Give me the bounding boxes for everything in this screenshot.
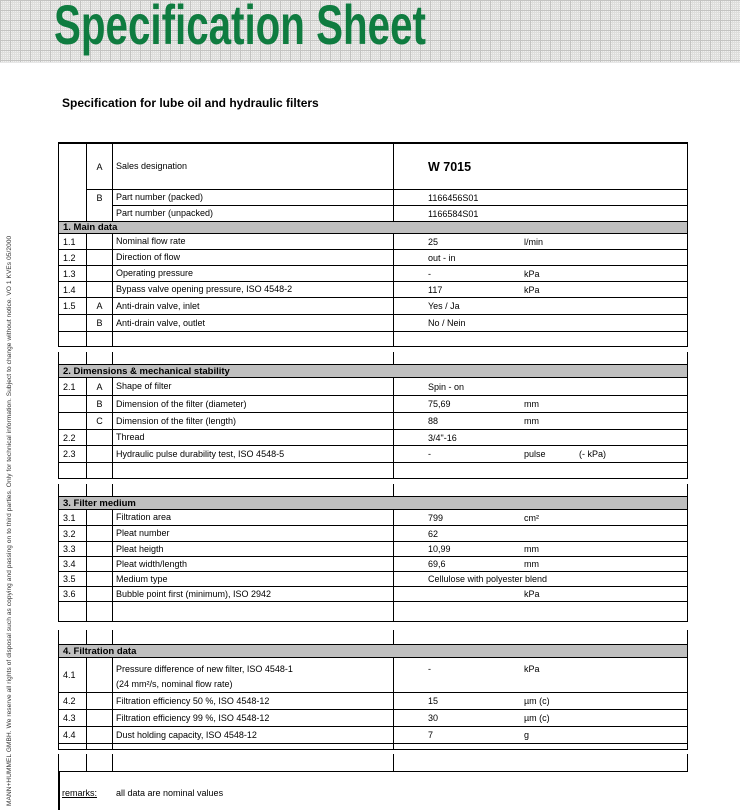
row-unit: kPa	[524, 664, 540, 674]
row-value-cell	[394, 206, 687, 222]
row-value-cell	[394, 352, 687, 365]
row-value: 75,69	[428, 399, 451, 409]
row-number: 1.5	[59, 298, 87, 315]
table-row	[58, 446, 688, 463]
row-number	[59, 396, 87, 413]
row-letter: B	[87, 396, 113, 413]
row-letter	[87, 658, 113, 693]
row-value: -	[428, 268, 431, 279]
table-gap	[58, 622, 688, 630]
row-label-cell	[113, 298, 394, 315]
row-unit: mm	[524, 416, 539, 426]
row-value-cell	[394, 658, 687, 693]
row-letter: B	[87, 315, 113, 332]
row-label-cell	[113, 658, 394, 693]
row-unit: mm	[524, 544, 539, 554]
row-label-cell	[113, 266, 394, 282]
table-row	[58, 510, 688, 526]
section-header-row	[58, 365, 688, 378]
table-frame-extension	[58, 772, 60, 810]
row-letter	[87, 727, 113, 744]
row-value: 117	[428, 284, 443, 295]
row-value: 30	[428, 713, 439, 723]
row-value-cell	[394, 526, 687, 542]
row-label: Bubble point first (minimum), ISO 2942	[116, 588, 272, 599]
row-value: 7	[428, 730, 434, 740]
row-value: out - in	[428, 252, 456, 263]
row-number	[59, 744, 87, 750]
row-letter	[87, 430, 113, 446]
section-header-row	[58, 497, 688, 510]
row-letter: A	[87, 144, 113, 190]
row-label-cell	[113, 190, 394, 206]
row-value-cell	[394, 542, 687, 557]
row-value-cell	[394, 413, 687, 430]
table-row	[58, 484, 688, 497]
row-number: 3.4	[59, 557, 87, 572]
row-label-cell	[113, 430, 394, 446]
row-label-cell	[113, 710, 394, 727]
row-label: Pleat number	[116, 528, 170, 538]
section-header-row	[58, 222, 688, 234]
table-row	[58, 206, 688, 222]
row-number: 4.1	[59, 658, 87, 693]
row-label: Dimension of the filter (diameter)	[116, 398, 247, 409]
row-label-cell	[113, 693, 394, 710]
table-row	[58, 710, 688, 727]
row-letter	[87, 744, 113, 750]
table-row	[58, 298, 688, 315]
section-title: 3. Filter medium	[59, 497, 687, 510]
row-value: -	[428, 664, 431, 674]
table-row	[58, 526, 688, 542]
row-label: Operating pressure	[116, 268, 194, 278]
row-unit: pulse	[524, 449, 546, 459]
row-value: 88	[428, 416, 439, 426]
row-value-cell	[394, 693, 687, 710]
side-note-text: MANN+HUMMEL GMBH. We reserve all rights of disposal such as copying and passing on to third parties. Only for technical information. Subject to change without notice. VO 1 KVEs 05/2000	[6, 235, 13, 806]
row-letter	[87, 587, 113, 602]
table-row	[58, 190, 688, 206]
row-number	[59, 332, 87, 347]
row-letter	[87, 282, 113, 298]
row-number	[59, 754, 87, 772]
row-label-cell	[113, 510, 394, 526]
row-letter: C	[87, 413, 113, 430]
row-value-cell	[394, 630, 687, 645]
row-letter	[87, 754, 113, 772]
row-value: Cellulose with polyester blend	[428, 574, 548, 584]
table-row	[58, 378, 688, 396]
row-label-cell	[113, 572, 394, 587]
row-label: Filtration efficiency 50 %, ISO 4548-12	[116, 695, 270, 706]
row-letter	[87, 710, 113, 727]
spec-table	[58, 142, 688, 772]
row-unit: l/min	[524, 236, 544, 247]
table-row	[58, 413, 688, 430]
row-number: 4.2	[59, 693, 87, 710]
row-label-cell	[113, 396, 394, 413]
row-number: 1.4	[59, 282, 87, 298]
row-unit: mm	[524, 399, 539, 409]
row-label-line2: (24 mm²/s, nominal flow rate)	[116, 679, 233, 689]
row-value-cell	[394, 266, 687, 282]
row-number: 2.2	[59, 430, 87, 446]
remarks-label: remarks:	[62, 788, 98, 798]
row-label: Filtration efficiency 99 %, ISO 4548-12	[116, 712, 270, 723]
row-unit: µm (c)	[524, 696, 550, 706]
row-letter: A	[87, 378, 113, 396]
row-label-cell	[113, 144, 394, 190]
row-label-cell	[113, 352, 394, 365]
row-value-cell	[394, 234, 687, 250]
row-number: 4.4	[59, 727, 87, 744]
table-row	[58, 602, 688, 622]
row-value-cell	[394, 602, 687, 622]
row-value: 1166456S01	[428, 192, 479, 203]
table-row	[58, 142, 688, 190]
row-value-cell	[394, 378, 687, 396]
table-row	[58, 658, 688, 693]
row-label-cell	[113, 630, 394, 645]
row-number: 3.3	[59, 542, 87, 557]
table-row	[58, 282, 688, 298]
table-row	[58, 315, 688, 332]
row-unit: kPa	[524, 284, 540, 295]
row-letter	[87, 206, 113, 222]
section-title: 1. Main data	[59, 222, 687, 234]
row-label: Pressure difference of new filter, ISO 4548-1	[116, 664, 293, 674]
row-number: 1.1	[59, 234, 87, 250]
table-row	[58, 727, 688, 744]
remarks-text: all data are nominal values	[116, 788, 224, 798]
row-value-cell	[394, 510, 687, 526]
row-label: Bypass valve opening pressure, ISO 4548-2	[116, 284, 293, 294]
page-subtitle: Specification for lube oil and hydraulic filters	[62, 96, 319, 110]
row-number: 3.6	[59, 587, 87, 602]
row-label: Shape of filter	[116, 381, 172, 391]
row-value: 15	[428, 696, 439, 706]
row-unit: g	[524, 730, 530, 740]
row-number: 2.3	[59, 446, 87, 463]
row-number: 1.2	[59, 250, 87, 266]
row-letter	[87, 234, 113, 250]
row-unit: µm (c)	[524, 713, 550, 723]
row-letter	[87, 352, 113, 365]
section-title: 2. Dimensions & mechanical stability	[59, 365, 687, 378]
row-number	[59, 463, 87, 479]
row-label: Filtration area	[116, 512, 172, 522]
row-value: -	[428, 449, 431, 459]
remarks	[62, 788, 224, 798]
row-label-cell	[113, 378, 394, 396]
row-value-cell	[394, 587, 687, 602]
sheet-title: Specification Sheet	[54, 0, 426, 56]
row-label-cell	[113, 526, 394, 542]
row-unit: kPa	[524, 268, 540, 279]
table-row	[58, 744, 688, 750]
row-letter	[87, 510, 113, 526]
row-number	[59, 190, 87, 206]
row-letter	[87, 332, 113, 347]
section-header-row	[58, 645, 688, 658]
row-label: Anti-drain valve, inlet	[116, 300, 200, 311]
row-value-cell	[394, 430, 687, 446]
row-label-cell	[113, 413, 394, 430]
row-value: 62	[428, 528, 439, 539]
row-label-cell	[113, 250, 394, 266]
row-value-cell	[394, 298, 687, 315]
table-row	[58, 557, 688, 572]
table-row	[58, 630, 688, 645]
row-value: No / Nein	[428, 318, 466, 328]
row-letter	[87, 463, 113, 479]
table-row	[58, 572, 688, 587]
row-number: 3.1	[59, 510, 87, 526]
row-value: W 7015	[428, 159, 472, 174]
row-number	[59, 144, 87, 190]
row-value-cell	[394, 332, 687, 347]
row-value: 10,99	[428, 544, 451, 554]
row-letter	[87, 250, 113, 266]
row-value: 25	[428, 236, 439, 247]
row-value-cell	[394, 572, 687, 587]
row-number: 3.2	[59, 526, 87, 542]
row-value-cell	[394, 754, 687, 772]
row-unit: cm²	[524, 512, 539, 523]
row-value-cell	[394, 315, 687, 332]
row-label-cell	[113, 484, 394, 497]
row-letter	[87, 693, 113, 710]
row-label: Dust holding capacity, ISO 4548-12	[116, 729, 257, 740]
row-letter	[87, 602, 113, 622]
row-label: Dimension of the filter (length)	[116, 415, 237, 426]
row-value-cell	[394, 463, 687, 479]
row-value-cell	[394, 144, 687, 190]
table-row	[58, 234, 688, 250]
row-value: 1166584S01	[428, 208, 479, 219]
table-row	[58, 266, 688, 282]
row-label-cell	[113, 744, 394, 750]
row-value: Yes / Ja	[428, 301, 460, 311]
row-number	[59, 206, 87, 222]
row-label: Hydraulic pulse durability test, ISO 4548-5	[116, 448, 285, 459]
row-label-cell	[113, 282, 394, 298]
table-row	[58, 754, 688, 772]
table-row	[58, 430, 688, 446]
row-label-cell	[113, 234, 394, 250]
table-row	[58, 463, 688, 479]
row-letter: B	[87, 190, 113, 206]
row-label: Medium type	[116, 573, 168, 584]
row-label-cell	[113, 587, 394, 602]
row-label: Part number (unpacked)	[116, 208, 214, 218]
row-value: 3/4"-16	[428, 432, 457, 443]
section-title: 4. Filtration data	[59, 645, 687, 658]
row-label: Thread	[116, 432, 145, 442]
row-label-cell	[113, 332, 394, 347]
row-value: 799	[428, 512, 444, 523]
graph-paper-header	[0, 0, 740, 63]
row-number: 2.1	[59, 378, 87, 396]
row-letter	[87, 526, 113, 542]
row-unit-2: (- kPa)	[579, 449, 606, 459]
row-label-cell	[113, 206, 394, 222]
row-label: Part number (packed)	[116, 192, 204, 202]
row-letter	[87, 542, 113, 557]
row-label: Nominal flow rate	[116, 236, 186, 246]
table-row	[58, 396, 688, 413]
table-row	[58, 352, 688, 365]
row-value-cell	[394, 282, 687, 298]
row-value-cell	[394, 396, 687, 413]
row-label-cell	[113, 315, 394, 332]
row-letter	[87, 557, 113, 572]
row-letter	[87, 446, 113, 463]
table-row	[58, 332, 688, 347]
row-number: 3.5	[59, 572, 87, 587]
row-value-cell	[394, 727, 687, 744]
row-label: Pleat width/length	[116, 558, 188, 569]
row-label: Pleat heigth	[116, 543, 164, 554]
row-letter	[87, 572, 113, 587]
row-label-cell	[113, 463, 394, 479]
row-label-cell	[113, 557, 394, 572]
row-value-cell	[394, 744, 687, 750]
row-number	[59, 315, 87, 332]
row-label: Anti-drain valve, outlet	[116, 317, 206, 328]
row-letter	[87, 630, 113, 645]
row-value-cell	[394, 710, 687, 727]
row-label: Sales designation	[116, 161, 188, 171]
row-unit: mm	[524, 559, 539, 569]
row-number	[59, 602, 87, 622]
row-value: Spin - on	[428, 381, 465, 392]
row-number	[59, 630, 87, 645]
row-letter	[87, 484, 113, 497]
table-row	[58, 542, 688, 557]
row-letter	[87, 266, 113, 282]
table-row	[58, 250, 688, 266]
table-row	[58, 693, 688, 710]
row-label-cell	[113, 542, 394, 557]
row-label-cell	[113, 446, 394, 463]
row-value-cell	[394, 484, 687, 497]
row-number: 1.3	[59, 266, 87, 282]
row-label-cell	[113, 754, 394, 772]
row-value-cell	[394, 250, 687, 266]
row-value-cell	[394, 557, 687, 572]
row-letter: A	[87, 298, 113, 315]
row-label-cell	[113, 602, 394, 622]
row-number	[59, 413, 87, 430]
row-value-cell	[394, 446, 687, 463]
row-number: 4.3	[59, 710, 87, 727]
row-unit: kPa	[524, 589, 540, 599]
row-label: Direction of flow	[116, 252, 181, 262]
row-value-cell	[394, 190, 687, 206]
row-number	[59, 484, 87, 497]
row-number	[59, 352, 87, 365]
row-label-cell	[113, 727, 394, 744]
row-value: 69,6	[428, 559, 446, 569]
table-row	[58, 587, 688, 602]
